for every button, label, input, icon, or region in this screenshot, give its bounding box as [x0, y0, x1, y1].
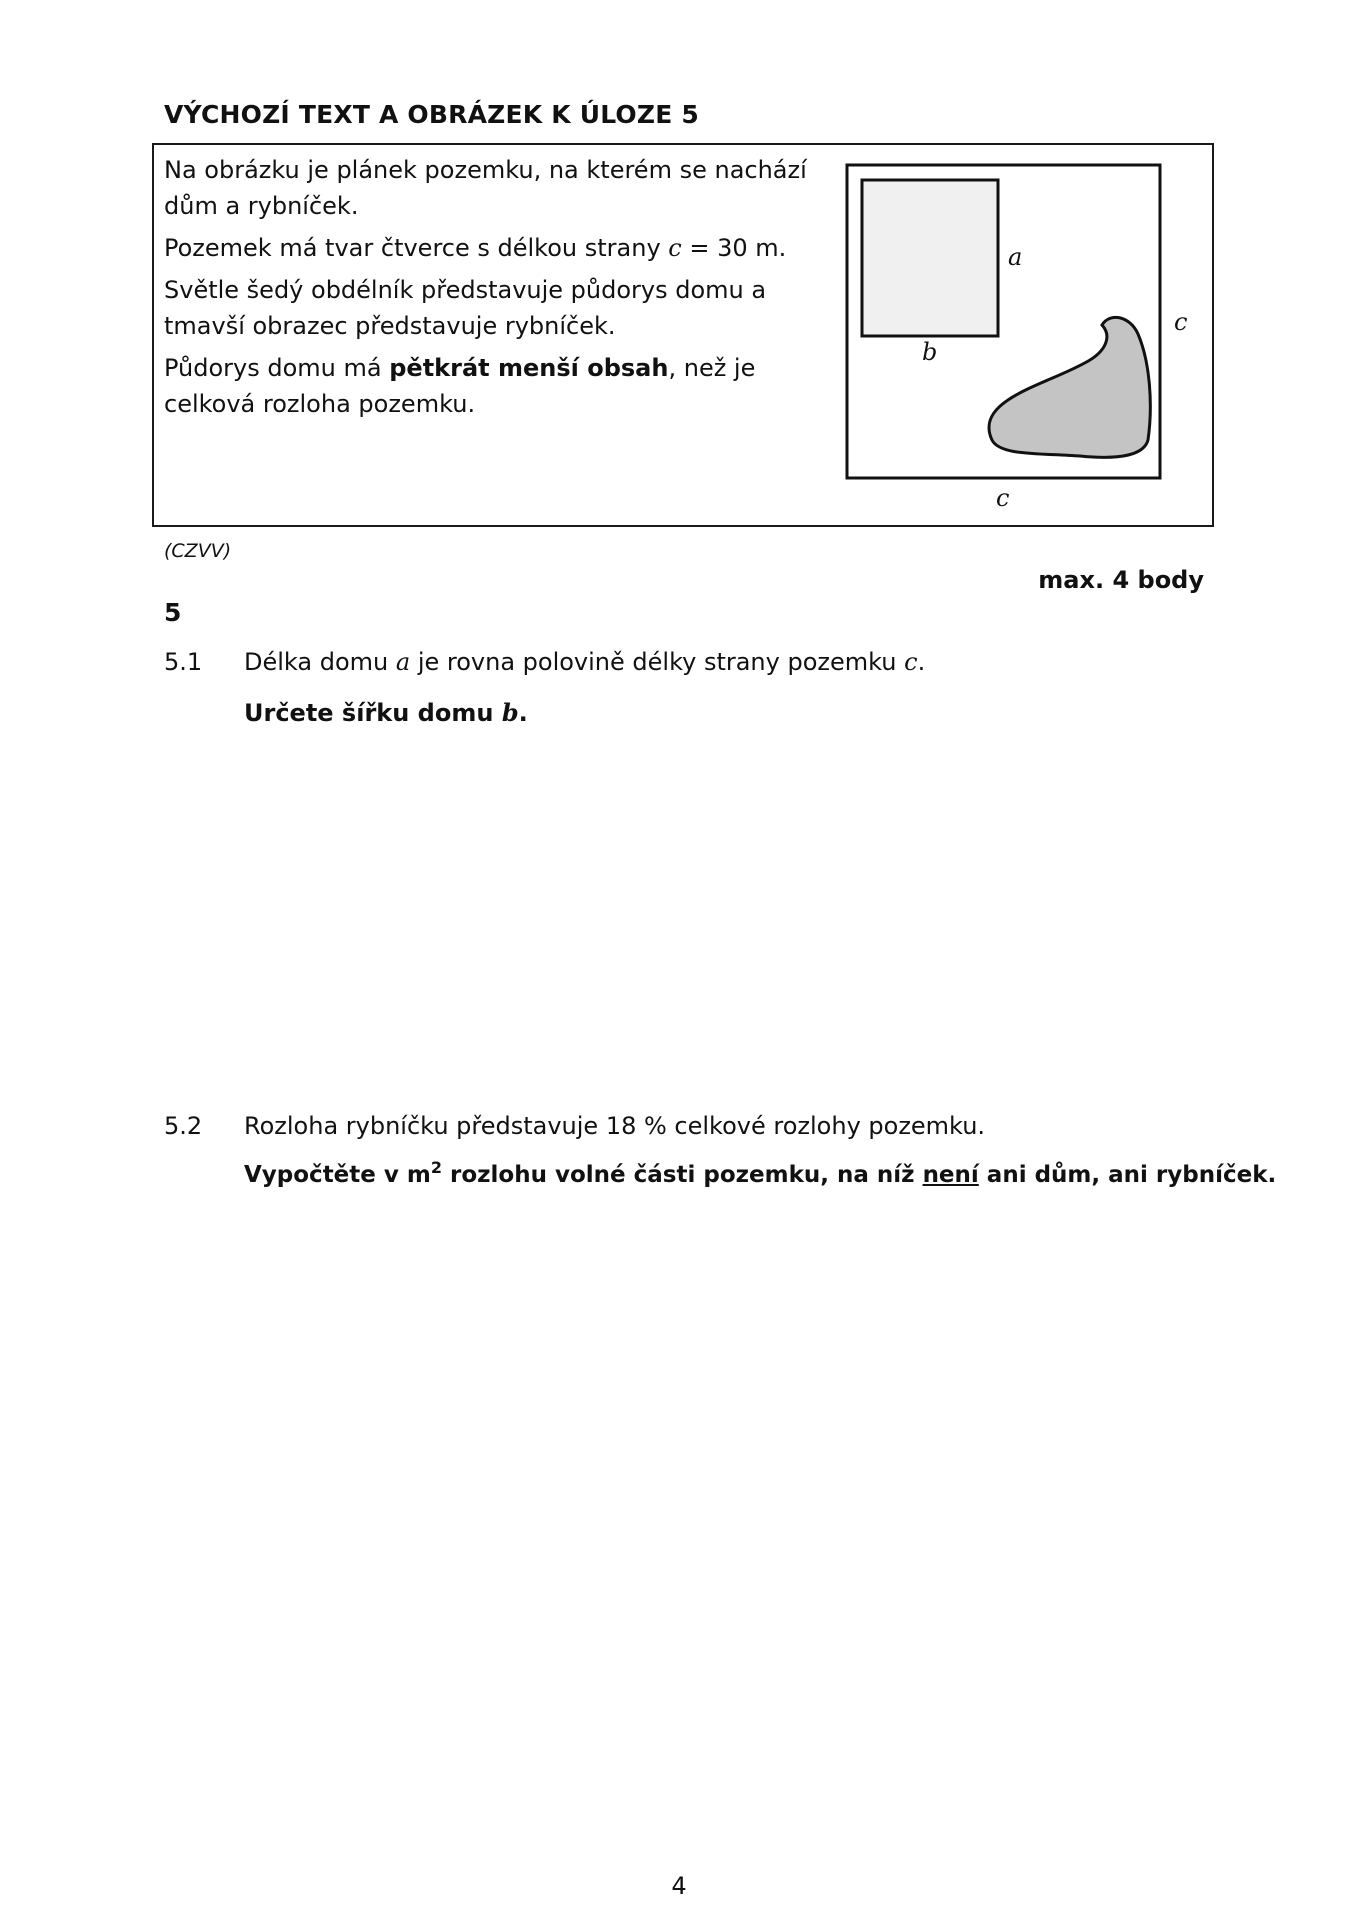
question-5-2-instruction: [244, 1158, 1277, 1188]
house-rectangle: [862, 180, 998, 336]
intro-paragraph-1: Na obrázku je plánek pozemku, na kterém se nachází dům a rybníček.: [164, 156, 807, 220]
q2-underlined-word: není: [922, 1162, 979, 1188]
question-5-1-text: [244, 648, 925, 676]
question-5-1-instruction: [244, 698, 528, 727]
var-b: b: [501, 698, 519, 727]
label-c-right: c: [1174, 308, 1188, 336]
var-c: c: [904, 648, 918, 676]
intro-text: [164, 152, 824, 428]
q2-bold-end: ani dům, ani rybníček.: [978, 1162, 1277, 1188]
label-c-bottom: c: [996, 484, 1010, 512]
q1-bold-end: .: [518, 699, 528, 727]
plot-plan-figure: [840, 150, 1210, 520]
var-a: a: [395, 648, 411, 676]
q2-bold-mid: rozlohu volné části pozemku, na níž: [442, 1162, 923, 1188]
intro-p2-after: = 30 m.: [681, 234, 787, 262]
q1-text-end: .: [917, 648, 926, 676]
question-5-1-number: 5.1: [164, 648, 203, 676]
var-c: c: [668, 234, 682, 262]
question-5-2-number: 5.2: [164, 1112, 203, 1140]
q1-text-before: Délka domu: [244, 648, 396, 676]
intro-p2-before: Pozemek má tvar čtverce s délkou strany: [164, 234, 669, 262]
task-number: 5: [164, 598, 182, 627]
intro-paragraph-3: Světle šedý obdélník představuje půdorys domu a tmavší obrazec představuje rybníček.: [164, 276, 767, 340]
q1-bold-before: Určete šířku domu: [244, 699, 502, 727]
intro-paragraph-2: [164, 230, 824, 266]
intro-p4-bold: pětkrát menší obsah: [389, 354, 669, 382]
label-a: a: [1008, 243, 1023, 271]
intro-p4-after: , než je celková rozloha pozemku.: [164, 354, 756, 418]
pond-shape: [989, 317, 1150, 457]
q1-text-mid: je rovna polovině délky strany pozemku: [410, 648, 905, 676]
intro-p4-before: Půdorys domu má: [164, 354, 390, 382]
page-number: 4: [671, 1872, 687, 1900]
label-b: b: [922, 338, 938, 366]
q2-superscript: 2: [430, 1158, 442, 1177]
question-5-2-text: Rozloha rybníčku představuje 18 % celkové rozlohy pozemku.: [244, 1112, 986, 1140]
section-heading: VÝCHOZÍ TEXT A OBRÁZEK K ÚLOZE 5: [164, 100, 699, 129]
source-note: (CZVV): [164, 540, 232, 562]
max-points: max. 4 body: [1038, 566, 1204, 594]
q2-bold-before: Vypočtěte v m: [244, 1162, 431, 1188]
intro-paragraph-4: [164, 350, 824, 422]
